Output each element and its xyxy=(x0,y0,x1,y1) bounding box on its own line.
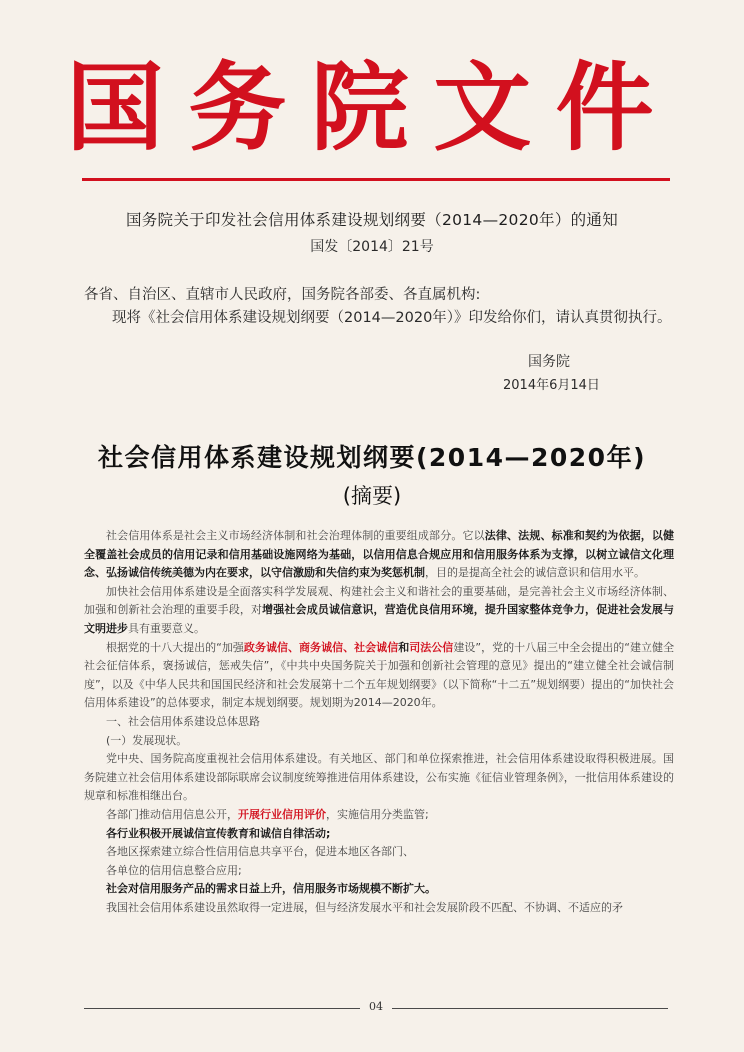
masthead-red-rule xyxy=(82,178,670,181)
highlight-judicial-credibility: 司法公信 xyxy=(409,640,454,654)
section-heading-1: 一、社会信用体系建设总体思路 xyxy=(106,714,260,728)
paragraph-4: 党中央、国务院高度重视社会信用体系建设。有关地区、部门和单位探索推进，社会信用体系建设取得积极进展。国务院建立社会信用体系建设部际联席会议制度统筹推进信用体系建设，公布实施《征信业管理条例》，一批信用体系建设的规章和标准相继出台。 xyxy=(84,752,674,803)
page-number: 04 xyxy=(369,1000,383,1013)
addressee-line: 各省、自治区、直辖市人民政府，国务院各部委、各直属机构: xyxy=(84,287,481,303)
paragraph-5: 各部门推动信用信息公开，开展行业信用评价，实施信用分类监管; xyxy=(106,807,429,821)
footer-rule-right xyxy=(392,1008,668,1009)
paragraph-10: 我国社会信用体系建设虽然取得一定进展，但与经济发展水平和社会发展阶段不匹配、不协调、不适应的矛 xyxy=(106,900,623,914)
section-heading-2: (一）发展现状。 xyxy=(106,733,188,747)
paragraph-6: 各行业积极开展诚信宣传教育和诚信自律活动; xyxy=(106,826,331,840)
paragraph-1: 社会信用体系是社会主义市场经济体制和社会治理体制的重要组成部分。它以法律、法规、标准和契约为依据，以健全覆盖社会成员的信用记录和信用基础设施网络为基础，以信用信息合规应用和信用服务体系为支撑，以树立诚信文化理念、弘扬诚信传统美德为内在要求，以守信激励和失信约束为奖惩机制，目的是提高全社会的诚信意识和信用水平。 xyxy=(84,529,675,580)
highlight-social-integrity: 社会诚信 xyxy=(354,640,399,654)
summary-title: 社会信用体系建设规划纲要(2014—2020年) xyxy=(97,443,646,472)
issuer-signature: 国务院 xyxy=(528,354,570,370)
footer-rule-left xyxy=(84,1008,360,1009)
notice-title: 国务院关于印发社会信用体系建设规划纲要（2014—2020年）的通知 xyxy=(125,211,619,229)
paragraph-2: 加快社会信用体系建设是全面落实科学发展观、构建社会主义和谐社会的重要基础，是完善社会主义市场经济体制、加强和创新社会治理的重要手段，对增强社会成员诚信意识，营造优良信用环境，提升国家整体竞争力，促进社会发展与文明进步具有重要意义。 xyxy=(84,584,674,635)
highlight-industry-credit-rating: 开展行业信用评价 xyxy=(238,807,326,821)
highlight-business-integrity: 商务诚信 xyxy=(299,640,344,654)
instruction-line: 现将《社会信用体系建设规划纲要（2014—2020年）》印发给你们，请认真贯彻执行。 xyxy=(112,310,672,326)
paragraph-9: 社会对信用服务产品的需求日益上升，信用服务市场规模不断扩大。 xyxy=(106,882,436,896)
masthead-title: 国务院文件 xyxy=(66,51,679,164)
paragraph-3: 根据党的十八大提出的“加强政务诚信、商务诚信、社会诚信和司法公信建设”，党的十八届三中全会提出的“建立健全社会征信体系，褒扬诚信，惩戒失信”，《中共中央国务院关于加强和创新社会管理的意见》提出的“建立健全社会诚信制度”，以及《中华人民共和国国民经济和社会发展第十二个五年规划纲要》（以下简称“十二五”规划纲要）提出的“加快社会信用体系建设”的总体要求，制定本规划纲要。规划期为2014—2020年。 xyxy=(84,640,675,710)
document-number: 国发〔2014〕21号 xyxy=(310,239,434,255)
highlight-government-integrity: 政务诚信 xyxy=(243,640,288,654)
summary-subtitle: (摘要) xyxy=(342,484,402,508)
body-text xyxy=(84,527,674,917)
paragraph-7: 各地区探索建立综合性信用信息共享平台，促进本地区各部门、 xyxy=(106,845,414,859)
paragraph-8: 各单位的信用信息整合应用; xyxy=(106,863,242,877)
issue-date: 2014年6月14日 xyxy=(503,378,600,393)
